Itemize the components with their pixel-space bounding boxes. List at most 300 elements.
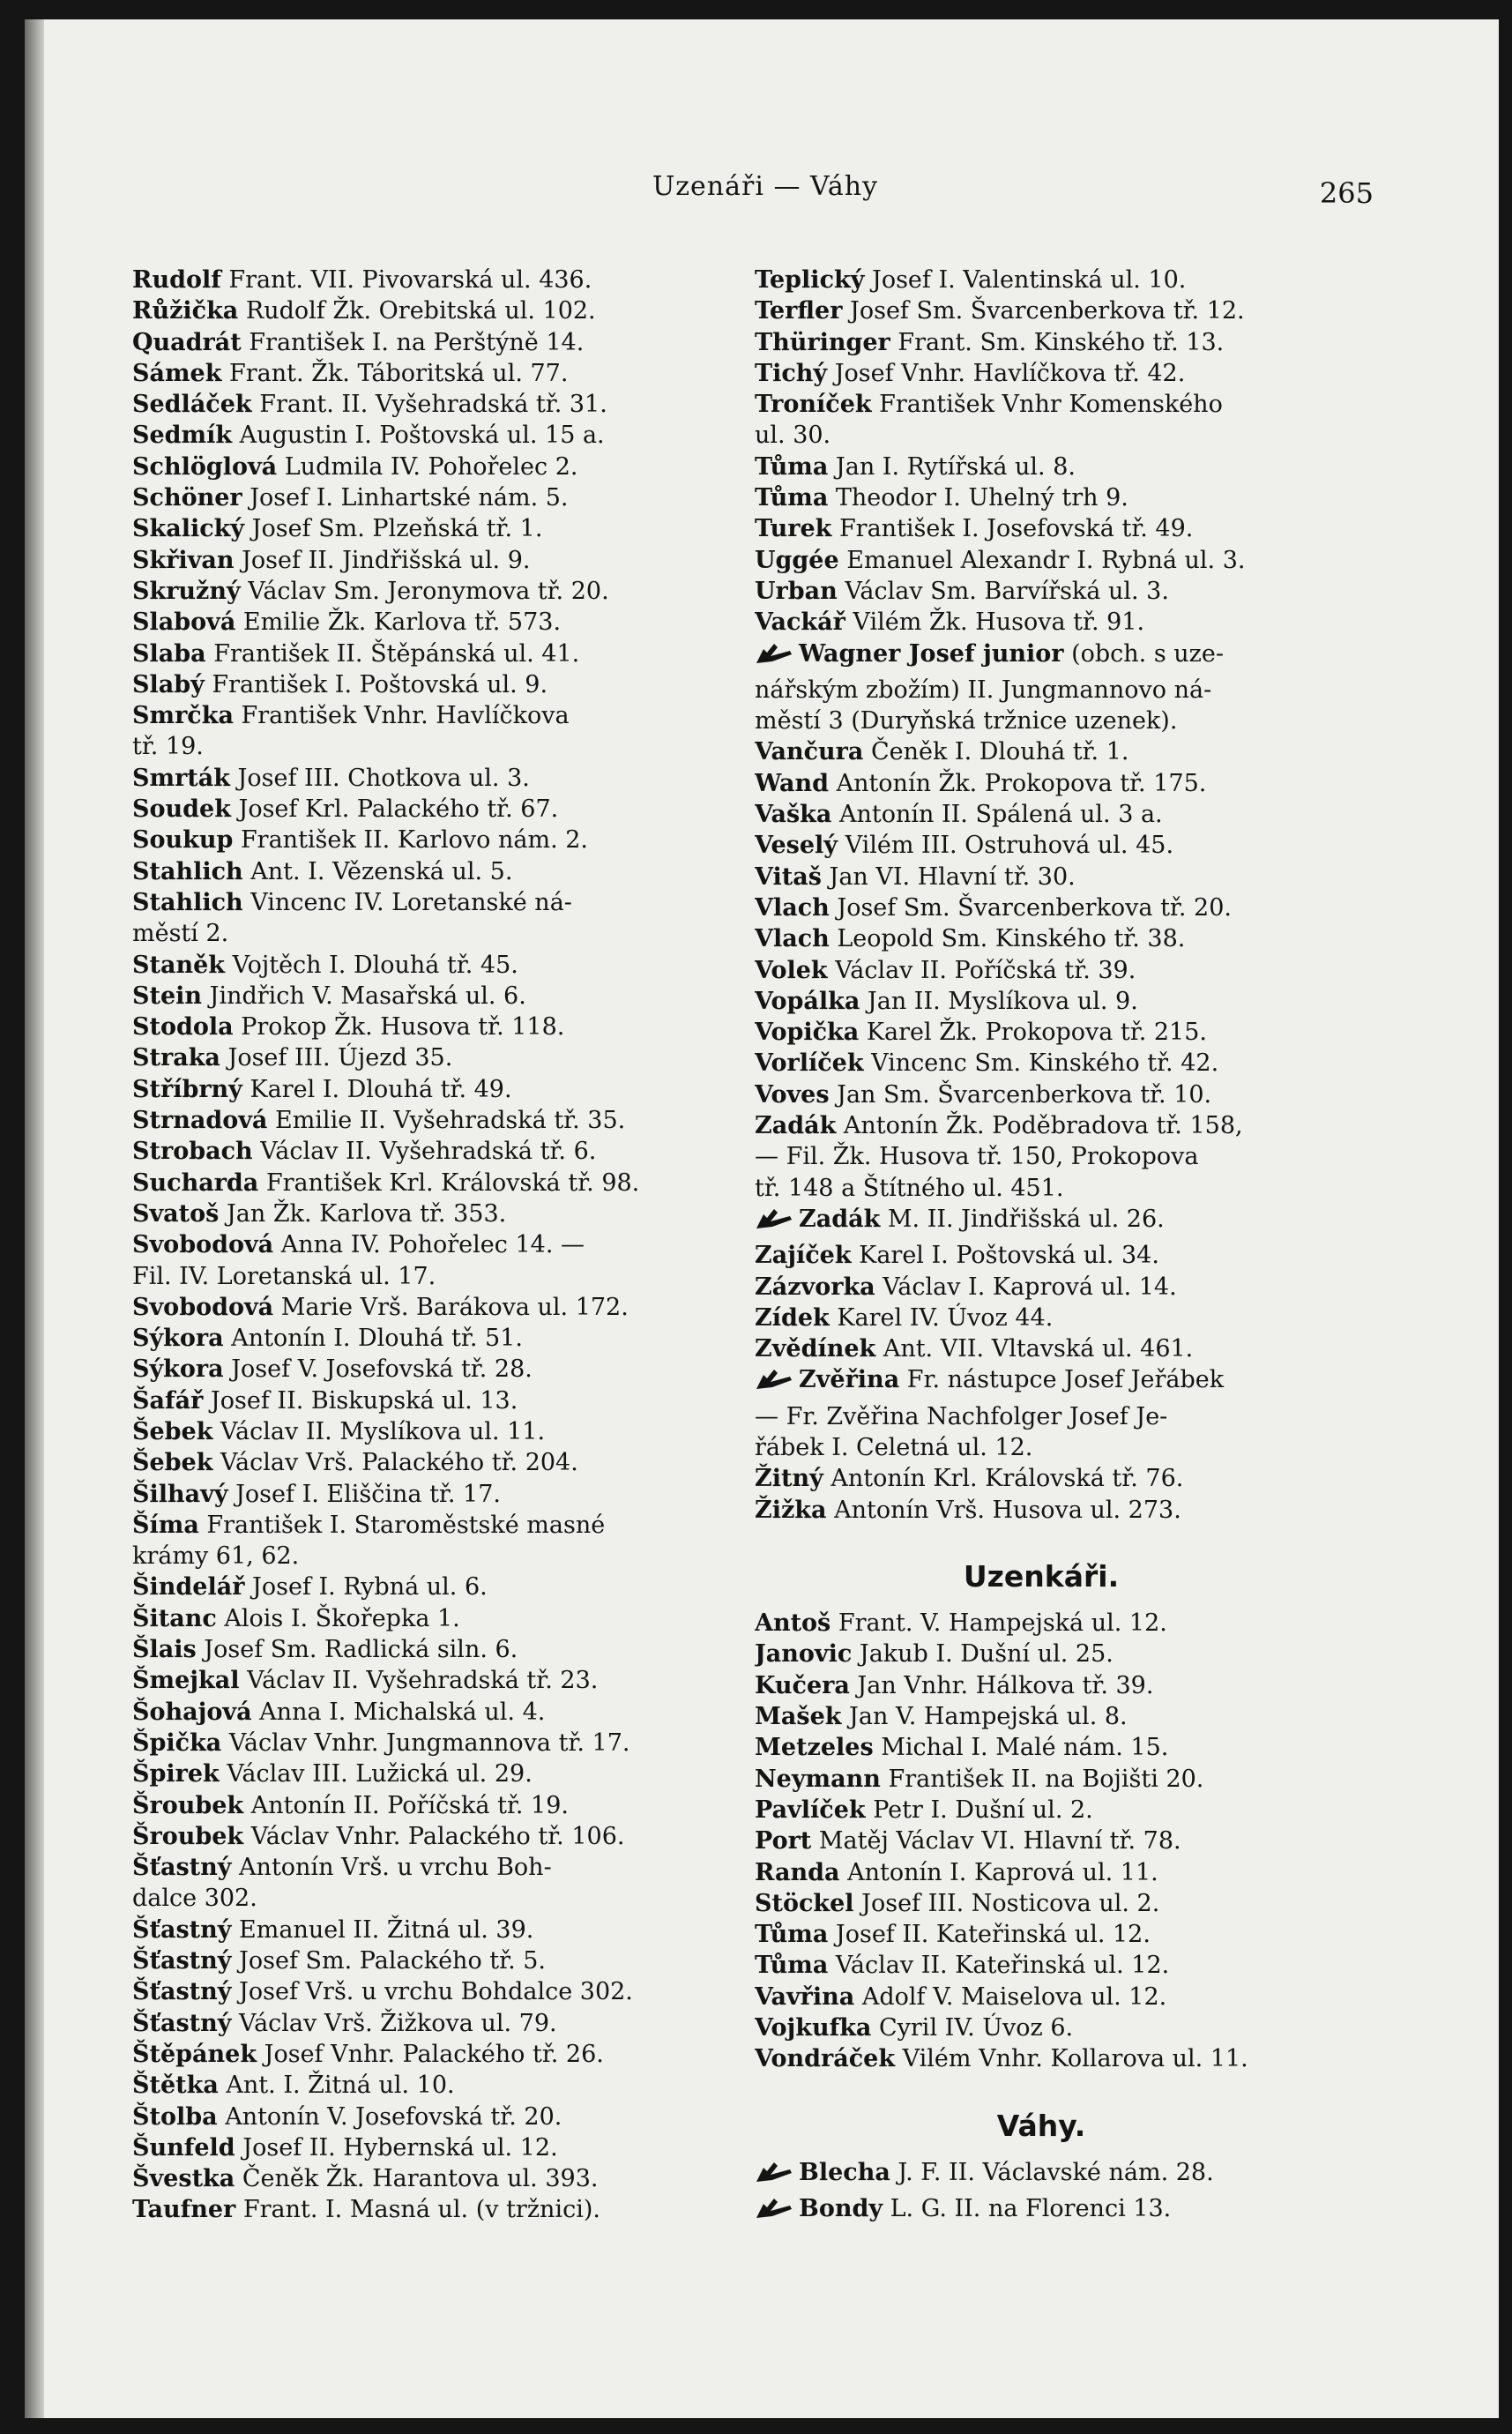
directory-entry [755,1240,1328,1271]
directory-entry [132,1945,705,1976]
directory-entry [132,1198,705,1229]
directory-entry [132,638,705,669]
directory-entry [132,295,705,326]
entry-details: Jan I. Rytířská ul. 8. [828,452,1076,481]
directory-entry [755,482,1328,513]
entry-surname: Troníček [755,391,872,419]
entry-surname: Staněk [132,951,225,979]
entry-surname: Žižka [755,1496,827,1524]
entry-surname: Vlach [755,925,830,953]
directory-entry [755,1333,1328,1364]
directory-entry [132,545,705,576]
directory-list-right [755,265,1328,1526]
directory-entry [755,1950,1328,1981]
directory-entry [132,2039,705,2070]
entry-surname: Vorlíček [755,1049,864,1078]
entry-details: František I. Josefovská tř. 49. [831,515,1194,543]
directory-entry [132,389,705,420]
pointing-hand-icon [755,1206,795,1240]
directory-entry [132,1821,705,1852]
entry-surname: Soukup [132,826,234,855]
entry-details: Antonín II. Spálená ul. 3 a. [831,801,1163,829]
right-column [755,265,1328,2230]
pointing-hand-icon [755,640,795,675]
directory-list-uzenkari [755,1608,1328,2074]
entry-surname: Sýkora [132,1355,224,1384]
directory-entry [132,950,705,981]
directory-entry [132,607,705,638]
entry-surname: Strobach [132,1138,253,1166]
entry-surname: Šilhavý [132,1480,228,1508]
entry-details: — Fr. Zvěřina Nachfolger Josef Je- [755,1402,1168,1430]
entry-details: Antonín Žk. Poděbradova tř. 158, [836,1112,1243,1140]
entry-surname: Schlöglová [132,452,278,481]
directory-entry [755,1110,1328,1141]
entry-details: nářským zbožím) II. Jungmannovo ná- [755,676,1212,704]
directory-entry [132,825,705,855]
binding-gutter [25,19,44,2418]
directory-entry [132,1603,705,1634]
entry-surname: Pavlíček [755,1796,866,1824]
section-heading-uzenkari: Uzenkáři. [963,1558,1120,1594]
entry-details: Karel I. Dlouhá tř. 49. [242,1075,512,1103]
entry-surname: Vackář [755,608,845,637]
directory-entry [755,545,1328,576]
entry-surname: Štěpánek [132,2040,257,2068]
entry-details: tř. 19. [132,733,204,761]
directory-entry [755,1795,1328,1826]
directory-entry [755,265,1328,295]
directory-entry [132,981,705,1012]
entry-details: Josef V. Josefovská tř. 28. [223,1355,533,1384]
entry-surname: Vopálka [755,987,860,1015]
entry-details: Josef I. Valentinská ul. 10. [864,266,1187,294]
entry-details: Čeněk Žk. Harantova ul. 393. [235,2165,599,2193]
entry-surname: Růžička [132,297,239,325]
entry-surname: Šťastný [132,1854,232,1882]
scanned-page [25,19,1499,2418]
directory-entry [132,576,705,607]
entry-surname: Sucharda [132,1168,259,1197]
directory-entry [132,1261,705,1292]
entry-details: Čeněk I. Dlouhá tř. 1. [863,738,1129,766]
entry-details: Josef II. Hybernská ul. 12. [235,2133,558,2161]
entry-surname: Šindelář [132,1573,245,1602]
entry-surname: Sedláček [132,391,252,419]
entry-details: Frant. Žk. Táboritská ul. 77. [221,359,569,387]
directory-entry [755,358,1328,389]
directory-entry [755,389,1328,420]
entry-details: Emilie Žk. Karlova tř. 573. [235,608,562,637]
directory-entry [755,706,1328,736]
entry-surname: Slabý [132,670,205,698]
entry-details: Leopold Sm. Kinského tř. 38. [829,925,1186,953]
entry-surname: Terfler [755,297,843,325]
entry-details: Josef Sm. Švarcenberkova tř. 20. [829,893,1232,922]
directory-entry [132,513,705,544]
directory-entry [755,1857,1328,1888]
entry-details: Václav Vrš. Palackého tř. 204. [212,1449,578,1477]
entry-surname: Zadák [755,1112,837,1140]
entry-surname: Tůma [755,452,829,481]
entry-details: tř. 148 a Štítného ul. 451. [755,1174,1064,1202]
entry-details: Josef Sm. Švarcenberkova tř. 12. [842,297,1245,325]
directory-entry [132,1572,705,1602]
directory-entry [132,420,705,451]
directory-entry [755,576,1328,607]
entry-details: Ant. VII. Vltavská ul. 461. [875,1335,1194,1363]
entry-details: Petr I. Dušní ul. 2. [865,1796,1093,1824]
entry-details: Michal I. Malé nám. 15. [873,1734,1169,1762]
directory-entry [755,1048,1328,1079]
entry-details: Antonín V. Josefovská tř. 20. [217,2102,562,2131]
directory-entry [755,1888,1328,1919]
entry-details: František I. na Perštýně 14. [241,328,585,356]
entry-details: Josef Vrš. u vrchu Bohdalce 302. [231,1978,633,2006]
directory-entry [132,1136,705,1167]
entry-surname: Janovic [755,1640,853,1669]
directory-entry [132,1634,705,1665]
entry-details: Jan Vnhr. Hálkova tř. 39. [849,1671,1154,1699]
entry-surname: Smrták [132,764,230,792]
entry-surname: Šebek [132,1449,213,1477]
entry-details: Matěj Václav VI. Hlavní tř. 78. [811,1827,1181,1855]
entry-details: Václav Sm. Barvířská ul. 3. [837,577,1169,605]
entry-surname: Uggée [755,546,839,574]
entry-details: Josef I. Linhartské nám. 5. [242,484,569,512]
entry-details: Antonín Vrš. Husova ul. 273. [826,1496,1181,1524]
directory-entry [132,1105,705,1136]
directory-entry [755,607,1328,638]
entry-surname: Vondráček [755,2045,896,2073]
directory-entry [132,2102,705,2132]
directory-entry [755,675,1328,706]
pointing-hand-icon [755,2195,795,2229]
entry-surname: Zvědínek [755,1335,876,1363]
entry-surname: Quadrát [132,328,242,356]
entry-surname: Svobodová [132,1293,274,1321]
entry-details: Jakub I. Dušní ul. 25. [852,1640,1114,1669]
entry-details: Antonín I. Dlouhá tř. 51. [223,1325,523,1353]
entry-surname: Metzeles [755,1734,874,1762]
entry-surname: Tichý [755,359,828,387]
entry-details: Josef Vnhr. Palackého tř. 26. [257,2040,604,2068]
directory-entry [755,955,1328,986]
entry-surname: Vančura [755,738,864,766]
entry-surname: Thüringer [755,328,890,356]
entry-details: Václav Sm. Jeronymova tř. 20. [240,577,609,605]
entry-details: Josef II. Jindřišská ul. 9. [234,546,531,574]
entry-details: Josef Sm. Palackého tř. 5. [231,1947,546,1975]
directory-entry [132,1915,705,1945]
directory-entry [755,1982,1328,2012]
directory-entry [755,1401,1328,1432]
entry-details: Frant. Sm. Kinského tř. 13. [890,328,1225,356]
entry-details: František I. Staroměstské masné [198,1511,606,1539]
entry-details: ul. 30. [755,422,831,450]
entry-details: Vojtěch I. Dlouhá tř. 45. [224,951,518,979]
entry-details: L. G. II. na Florenci 13. [883,2195,1172,2223]
entry-details: Antonín Žk. Prokopova tř. 175. [828,769,1207,797]
entry-surname: Šroubek [132,1822,244,1850]
entry-details: Karel I. Poštovská ul. 34. [851,1242,1159,1270]
entry-details: Václav Vnhr. Palackého tř. 106. [243,1822,625,1850]
directory-entry [132,887,705,918]
entry-surname: Svatoš [132,1199,220,1228]
directory-entry [132,1354,705,1385]
entry-details: Marie Vrš. Barákova ul. 172. [273,1293,629,1321]
directory-entry [755,1173,1328,1204]
directory-entry [755,1303,1328,1333]
entry-surname: Stein [132,982,203,1010]
directory-entry [132,1074,705,1105]
entry-details: J. F. II. Václavské nám. 28. [890,2158,1214,2186]
directory-entry [755,1463,1328,1494]
directory-entry [755,1364,1328,1400]
entry-details: Josef III. Nosticova ul. 2. [853,1889,1160,1917]
directory-entry [755,2157,1328,2193]
entry-details: Antonín Vrš. u vrchu Boh- [231,1854,552,1882]
directory-entry [132,1012,705,1042]
entry-details: městí 3 (Duryňská tržnice uzenek). [755,707,1178,735]
directory-entry [132,327,705,358]
entry-details: — Fil. Žk. Husova tř. 150, Prokopova [755,1143,1199,1171]
entry-details: krámy 61, 62. [132,1542,300,1571]
directory-entry [132,2194,705,2225]
entry-surname: Skřivan [132,546,235,574]
directory-entry [755,1732,1328,1763]
entry-surname: Šťastný [132,1947,232,1975]
directory-entry [132,856,705,887]
entry-details: Frant. V. Hampejská ul. 12. [830,1609,1167,1638]
directory-entry [132,1416,705,1447]
entry-details: Josef I. Rybná ul. 6. [244,1573,488,1602]
entry-surname: Port [755,1827,812,1855]
directory-entry [132,1510,705,1541]
entry-details: řábek I. Celetná ul. 12. [755,1433,1033,1461]
entry-surname: Šitanc [132,1604,217,1632]
directory-entry [132,669,705,700]
entry-details: Josef III. Chotkova ul. 3. [229,764,530,792]
entry-details: Jan Žk. Karlova tř. 353. [219,1199,507,1228]
directory-entry [132,1042,705,1073]
directory-entry [132,1790,705,1821]
entry-surname: Stříbrný [132,1075,242,1103]
entry-details: Jan V. Hampejská ul. 8. [841,1703,1128,1731]
entry-surname: Vlach [755,893,830,922]
entry-surname: Vojkufka [755,2014,872,2042]
entry-surname: Stahlich [132,888,243,916]
directory-entry [755,420,1328,451]
entry-details: Josef II. Biskupská ul. 13. [203,1386,518,1415]
directory-entry [132,2008,705,2039]
directory-entry [132,1479,705,1510]
directory-entry [755,327,1328,358]
entry-surname: Svobodová [132,1231,274,1259]
entry-surname: Slabová [132,608,236,637]
directory-entry [755,1272,1328,1303]
directory-entry [132,1541,705,1572]
entry-details: František Vnhr Komenského [871,391,1223,419]
directory-entry [755,1495,1328,1526]
directory-list-vahy [755,2157,1328,2230]
entry-surname: Rudolf [132,266,221,294]
entry-surname: Wand [755,769,829,797]
entry-details: Ant. I. Žitná ul. 10. [218,2072,455,2100]
entry-surname: Schöner [132,484,242,512]
entry-surname: Taufner [132,2196,236,2224]
entry-surname: Skalický [132,515,245,543]
running-head: Uzenáři — Váhy [652,171,879,202]
entry-surname: Šafář [132,1386,204,1415]
entry-details: Alois I. Škořepka 1. [216,1604,460,1632]
directory-entry [755,295,1328,326]
entry-details: František I. Poštovská ul. 9. [204,670,548,698]
directory-entry [755,1608,1328,1639]
entry-details: Theodor I. Uhelný trh 9. [828,484,1128,512]
entry-details: František II. na Bojišti 20. [880,1765,1204,1793]
entry-surname: Stahlich [132,857,243,885]
entry-details: Josef III. Újezd 35. [220,1044,453,1072]
entry-details: Josef Sm. Plzeňská tř. 1. [244,515,543,543]
entry-details: Fr. nástupce Josef Jeřábek [899,1366,1225,1394]
entry-surname: Šunfeld [132,2133,235,2161]
entry-details: Emilie II. Vyšehradská tř. 35. [267,1107,626,1135]
entry-details: Cyril IV. Úvoz 6. [871,2014,1074,2042]
entry-surname: Sýkora [132,1325,224,1353]
directory-entry [132,1323,705,1354]
entry-details: M. II. Jindřišská ul. 26. [880,1205,1165,1233]
entry-surname: Šťastný [132,1978,232,2006]
entry-surname: Slaba [132,639,206,668]
entry-details: Václav II. Vyšehradská tř. 23. [239,1667,599,1695]
directory-entry [132,2163,705,2194]
directory-entry [755,736,1328,767]
entry-surname: Mašek [755,1703,842,1731]
directory-entry [755,986,1328,1017]
directory-entry [132,1852,705,1883]
entry-surname: Šlais [132,1636,197,1664]
directory-entry [755,2012,1328,2043]
directory-entry [755,1639,1328,1669]
entry-details: městí 2. [132,920,229,948]
directory-entry [755,862,1328,892]
entry-surname: Voves [755,1080,830,1109]
directory-entry [132,1447,705,1478]
entry-surname: Zajíček [755,1242,852,1270]
entry-surname: Švestka [132,2165,235,2193]
entry-details: Anna IV. Pohořelec 14. — [273,1231,585,1259]
entry-details: Josef I. Eliščina tř. 17. [227,1480,501,1508]
entry-surname: Turek [755,515,832,543]
pointing-hand-icon [755,2159,795,2193]
directory-entry [755,1919,1328,1950]
entry-details: Frant. VII. Pivovarská ul. 436. [220,266,592,294]
entry-details: Frant. II. Vyšehradská tř. 31. [251,391,607,419]
entry-details: (obch. s uze- [1063,639,1224,668]
entry-surname: Stodola [132,1013,234,1042]
entry-surname: Šebek [132,1417,213,1445]
entry-surname: Wagner Josef junior [799,639,1064,668]
directory-entry [132,731,705,762]
entry-details: Prokop Žk. Husova tř. 118. [233,1013,565,1042]
entry-surname: Smrčka [132,702,234,730]
directory-entry [755,1670,1328,1701]
entry-details: Jan VI. Hlavní tř. 30. [821,862,1076,891]
entry-surname: Šroubek [132,1791,244,1819]
entry-details: Václav II. Vyšehradská tř. 6. [252,1138,597,1166]
directory-entry [755,2193,1328,2229]
directory-entry [132,452,705,482]
page-header [25,171,1499,215]
entry-details: Vincenc Sm. Kinského tř. 42. [863,1049,1219,1078]
directory-entry [132,1665,705,1696]
entry-details: Václav II. Myslíkova ul. 11. [212,1417,546,1445]
entry-surname: Šťastný [132,2009,232,2037]
entry-surname: Vaška [755,801,832,829]
directory-entry [755,1079,1328,1110]
entry-surname: Zídek [755,1303,830,1332]
entry-details: Václav II. Poříčská tř. 39. [827,956,1136,984]
directory-entry [755,1826,1328,1856]
entry-surname: Štolba [132,2102,218,2131]
entry-surname: Straka [132,1044,220,1072]
entry-surname: Soudek [132,795,231,824]
entry-surname: Šíma [132,1511,199,1539]
entry-details: Augustin I. Poštovská ul. 15 a. [232,422,605,450]
entry-details: Vilém III. Ostruhová ul. 45. [837,832,1174,860]
directory-entry [755,513,1328,544]
entry-surname: Zázvorka [755,1273,875,1301]
entry-surname: Špička [132,1728,222,1757]
entry-surname: Šmejkal [132,1667,240,1695]
entry-surname: Stöckel [755,1889,854,1917]
entry-details: Václav Vnhr. Jungmannova tř. 17. [221,1728,630,1757]
directory-entry [755,768,1328,799]
entry-surname: Tůma [755,484,829,512]
entry-surname: Sámek [132,359,222,387]
directory-entry [755,1432,1328,1463]
directory-entry [755,1764,1328,1795]
directory-entry [132,794,705,825]
entry-details: Emanuel II. Žitná ul. 39. [231,1915,534,1944]
directory-entry [132,1976,705,2007]
directory-entry [132,2132,705,2163]
entry-surname: Randa [755,1858,840,1886]
directory-entry [755,892,1328,923]
directory-entry [132,700,705,731]
left-column [132,265,705,2226]
entry-details: Anna I. Michalská ul. 4. [251,1698,546,1726]
entry-details: Jan II. Myslíkova ul. 9. [860,987,1138,1015]
entry-details: Josef Vnhr. Havlíčkova tř. 42. [827,359,1186,387]
entry-details: Vincenc IV. Loretanské ná- [242,888,572,916]
directory-entry [132,1168,705,1198]
entry-details: František II. Karlovo nám. 2. [233,826,588,855]
entry-details: Vilém Žk. Husova tř. 91. [845,608,1145,637]
directory-entry [132,2070,705,2101]
entry-details: Jindřich V. Masařská ul. 6. [202,982,526,1010]
entry-surname: Zadák [799,1205,881,1233]
directory-entry [755,1141,1328,1172]
entry-surname: Tůma [755,1921,829,1949]
directory-entry [755,1701,1328,1732]
entry-details: Karel IV. Úvoz 44. [829,1303,1054,1332]
entry-details: Václav I. Kaprová ul. 14. [875,1273,1177,1301]
entry-details: dalce 302. [132,1885,257,1913]
directory-list-left [132,265,705,2226]
directory-entry [132,1728,705,1758]
